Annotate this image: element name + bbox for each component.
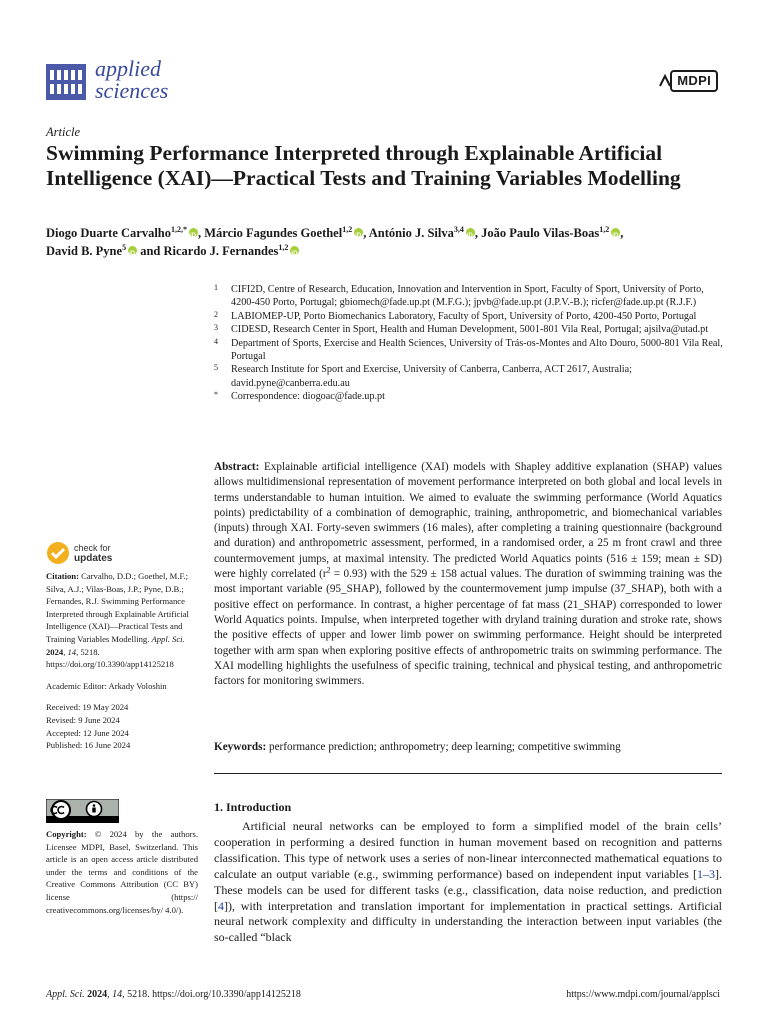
orcid-icon[interactable] [128,246,137,255]
footer-volume: 14 [112,989,123,1000]
date-published: Published: 16 June 2024 [46,740,131,751]
article-dates [46,701,198,751]
cc-by-license-icon[interactable] [46,799,119,823]
author-separator: and [137,244,164,258]
abstract [214,460,722,689]
date-received: Received: 19 May 2024 [46,702,129,713]
journal-name-line1: applied [95,56,161,81]
affiliation-text: Department of Sports, Exercise and Health Sciences, University of Trás-os-Montes and Alto Douro, 5000-801 Vila Real, Portugal [231,337,723,363]
citation-text: Carvalho, D.D.; Goethel, M.F.; Silva, A.J.; Vilas-Boas, J.P.; Pyne, D.B.; Fernandes, R.J. Swimming Performance Interpreted through Explainable Artificial Intelligence (XAI)—Practical Tests and Training Variables Modelling. [46,571,189,644]
abstract-label: Abstract: [214,461,260,473]
citation: Citation: Carvalho, D.D.; Goethel, M.F.; Silva, A.J.; Vilas-Boas, J.P.; Pyne, D.B.; Fernandes, R.J. Swimming Performance Interpreted through Explainable Artificial Intelligence (XAI)—Practical Tests and Training Variables Modelling. Appl. Sci. 2024, 14, 5218. https://doi.org/10.3390/app14125218 [46,571,189,670]
orcid-icon[interactable] [189,228,198,237]
affiliation-number: 3 [214,323,218,333]
article-type: Article [46,125,81,139]
footer-journal-url[interactable]: https://www.mdpi.com/journal/applsci [566,989,720,1000]
citation-volume: 14 [67,646,77,657]
copyright-label: Copyright: [46,829,87,839]
affiliation-number: 2 [214,309,218,319]
author-name[interactable]: Márcio Fagundes Goethel [204,226,343,240]
journal-name [95,58,168,102]
orcid-icon[interactable] [354,228,363,237]
author-name[interactable]: David B. Pyne [46,244,123,258]
author-affiliation-sup: 5 [122,242,127,252]
article-title: Swimming Performance Interpreted through Explainable Artificial Intelligence (XAI)—Practical Tests and Training Variables Modelling [46,141,681,190]
intro-text-3: ]), with interpretation and translation important for implementation in practical settings. Artificial neural network complexity and difficulty in understanding the interaction between input variables (the so-called “black [214,898,722,945]
orcid-icon[interactable] [290,246,299,255]
affiliation-item [214,390,724,403]
author-affiliation-sup: 1,2 [599,224,610,234]
citation-journal: Appl. Sci. [151,633,185,644]
citation-link-4[interactable]: 4 [218,898,224,913]
academic-editor: Academic Editor: Arkady Voloshin [46,680,167,691]
affiliation-number: 5 [214,363,218,373]
footer-journal: Appl. Sci. [46,989,85,1000]
citation-year: 2024 [46,646,64,657]
orcid-icon[interactable] [611,228,620,237]
author-separator: , [198,226,205,240]
journal-name-line2: sciences [95,78,169,103]
author-affiliation-sup: 1,2 [342,224,353,234]
abstract-text-2: = 0.93) with the 529 ± 158 actual values. The duration of swimming training was the most important variable (95_SHAP), followed by the countermovement jump impulse (37_SHAP), both with a positive effect on performance. In contrast, a higher percentage of fat mass (21_SHAP) corresponded to lower World Aquatics points. Impulse, when interpreted together with dryland training duration and stroke rate, shows the positive effects of upper and lower limb power on swimming performance. Height should be interpreted together with arm span when exploring positive effects of anthropometric traits on swimming performance. The XAI modelling highlights the usefulness of specific training, technical and physical testing, and anthropometric factors for monitoring swimmers. [214,568,722,688]
citation-doi[interactable]: , 5218. https://doi.org/10.3390/app14125218 [46,646,174,670]
abstract-sup: 2 [326,565,331,575]
abstract-divider [214,773,722,774]
check-for-updates-button[interactable] [46,541,112,565]
affiliation-number: 4 [214,336,218,346]
affiliations [214,283,724,404]
affiliation-item [214,337,724,364]
affiliation-text: CIDESD, Research Center in Sport, Health and Human Development, 5001-801 Vila Real, Portugal; ajsilva@utad.pt [231,324,709,336]
affiliation-text: Correspondence: diogoac@fade.up.pt [231,391,385,403]
citation-link-1-3[interactable]: 1–3 [697,866,715,881]
check-updates-text [74,543,112,564]
check-updates-line2: updates [74,552,113,564]
author-separator: , [363,226,369,240]
footer-doi[interactable]: , 5218. https://doi.org/10.3390/app14125218 [122,989,301,1000]
author-separator: , [474,226,482,240]
sidebar-info [46,570,198,752]
affiliation-text: Research Institute for Sport and Exercise, University of Canberra, Canberra, ACT 2617, Australia; david.pyne@canberra.edu.au [231,364,632,389]
affiliation-item [214,310,724,323]
affiliation-item [214,363,724,390]
journal-logo-icon [46,64,86,100]
intro-text-2: ]. These models can be used for different tasks (e.g., classification, data noise reduction, and prediction [ [214,866,722,913]
author-name[interactable]: João Paulo Vilas-Boas [481,226,600,240]
citation-label: Citation: [46,571,79,581]
affiliation-number: 1 [214,283,218,292]
date-accepted: Accepted: 12 June 2024 [46,727,129,738]
check-updates-icon [46,541,70,565]
intro-text-1: Artificial neural networks can be employed to form a simplified model of the brain cells’ cooperation in performing a desired function in human movement based on recognition and patterns classification. This type of network uses a series of non-linear interconnected mathematical equations to calculate an output variable (e.g., swimming performance) based on independent input variables [ [214,819,722,881]
journal-logo[interactable] [46,58,168,102]
author-separator: , [620,226,624,240]
copyright-text: © 2024 by the authors. Licensee MDPI, Basel, Switzerland. This article is an open access article distributed under the terms and conditions of the Creative Commons Attribution (CC BY) license (https:// creativecommons.org/licenses/by/ 4.0/). [46,829,198,915]
affiliation-item [214,323,724,336]
date-revised: Revised: 9 June 2024 [46,714,120,725]
keywords-label: Keywords: [214,741,267,753]
copyright-notice [46,828,198,916]
footer-citation: Appl. Sci. 2024, 14, 5218. https://doi.org/10.3390/app14125218 [46,989,301,1000]
author-name[interactable]: Diogo Duarte Carvalho [46,226,171,240]
footer-year: 2024 [87,989,108,1000]
abstract-text-1: Explainable artificial intelligence (XAI) models with Shapley additive explanation (SHAP) values allows multidimensional representation of movement performance interpreted on both global and local levels in terms understandable to human intuition. We aimed to evaluate the swimming performance (World Aquatics points) predictability of a combination of demographic, training, anthropometric, and biomechanical variables (inputs) through XAI. Forty-seven swimmers (16 males), after completing a training questionnaire (background and duration) and anthropometric assessment, performed, in a randomised order, a 25 m front crawl and three countermovement jumps, at maximal intensity. The predicted World Aquatics points (516 ± 159; mean ± SD) were highly correlated (r [214,461,722,581]
author-affiliation-sup: 1,2 [278,242,289,252]
keywords [214,740,722,755]
publisher-name: MDPI [670,70,718,92]
keywords-text: performance prediction; anthropometry; deep learning; competitive swimming [269,741,621,753]
author-affiliation-sup: 1,2,* [171,224,187,234]
author-name[interactable]: Ricardo J. Fernandes [163,244,279,258]
affiliation-item [214,283,724,310]
publisher-logo[interactable] [658,70,718,92]
section-heading: 1. Introduction [214,800,292,814]
affiliation-text: CIFI2D, Centre of Research, Education, Innovation and Intervention in Sport, Faculty of Sport, University of Porto, 4200-450 Porto, Portugal; gbiomech@fade.up.pt (M.F.G.); jpvb@fade.up.pt (J.P.V.-B.); ricfer@fade.up.pt (R.J.F.) [231,284,704,309]
check-updates-line1: check for [74,542,111,553]
orcid-icon[interactable] [466,228,475,237]
affiliation-number: * [214,390,218,400]
intro-paragraph [214,819,722,946]
author-list [46,224,726,260]
author-affiliation-sup: 3,4 [453,224,464,234]
affiliation-text: LABIOMEP-UP, Porto Biomechanics Laboratory, Faculty of Sport, University of Porto, 4200-450 Porto, Portugal [231,310,697,322]
author-name[interactable]: António J. Silva [368,226,454,240]
